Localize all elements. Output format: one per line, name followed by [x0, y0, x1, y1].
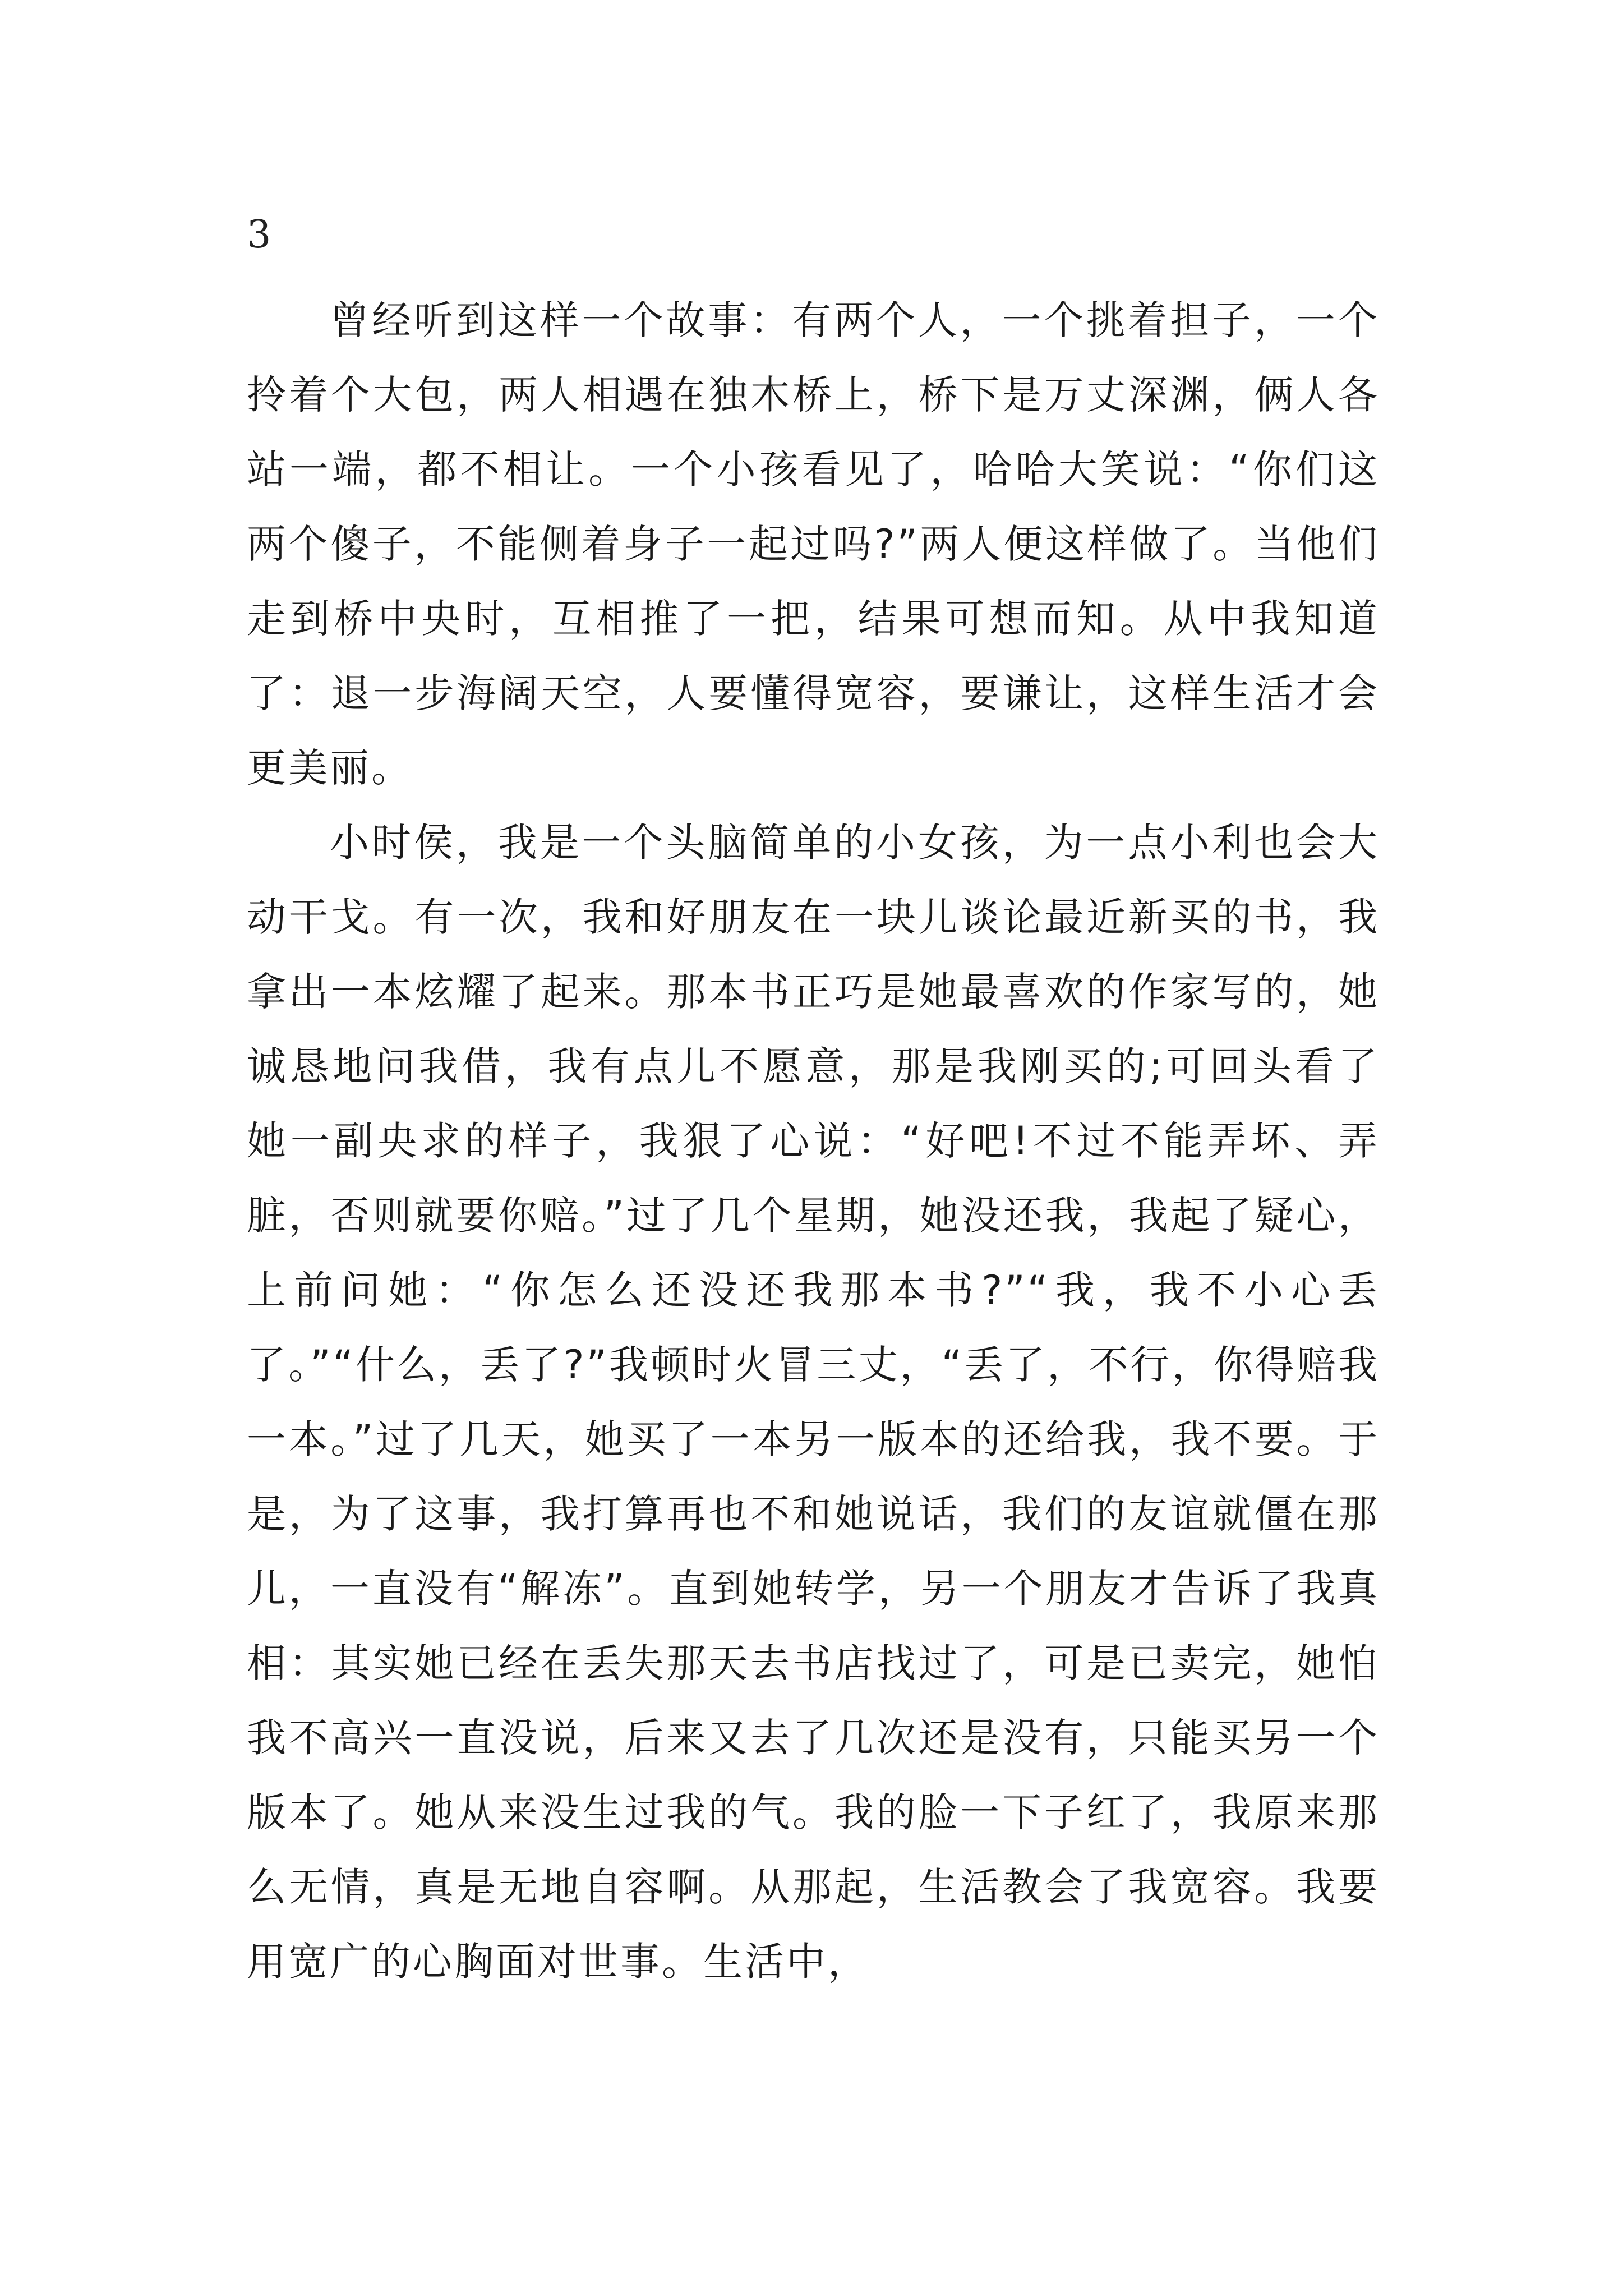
page-number: 3 [247, 213, 271, 257]
paragraph-childhood: 小时侯，我是一个头脑简单的小女孩，为一点小利也会大动干戈。有一次，我和好朋友在一块儿谈论最近新买的书，我拿出一本炫耀了起来。那本书正巧是她最喜欢的作家写的，她诚恳地问我借，我有点儿不愿意，那是我刚买的;可回头看了她一副央求的样子，我狠了心说：“好吧!不过不能弄坏、弄脏，否则就要你赔。”过了几个星期，她没还我，我起了疑心，上前问她：“你怎么还没还我那本书?”“我，我不小心丢了。”“什么，丢了?”我顿时火冒三丈，“丢了，不行，你得赔我一本。”过了几天，她买了一本另一版本的还给我，我不要。于是，为了这事，我打算再也不和她说话，我们的友谊就僵在那儿，一直没有“解冻”。直到她转学，另一个朋友才告诉了我真相：其实她已经在丢失那天去书店找过了，可是已卖完，她怕我不高兴一直没说，后来又去了几次还是没有，只能买另一个版本了。她从来没生过我的气。我的脸一下子红了，我原来那么无情，真是无地自容啊。从那起，生活教会了我宽容。我要用宽广的心胸面对世事。生活中， [247, 820, 1380, 1985]
paragraph-story: 曾经听到这样一个故事：有两个人，一个挑着担子，一个拎着个大包，两人相遇在独木桥上，桥下是万丈深渊，俩人各站一端，都不相让。一个小孩看见了，哈哈大笑说：“你们这两个傻子，不能侧着身子一起过吗?”两人便这样做了。当他们走到桥中央时，互相推了一把，结果可想而知。从中我知道了：退一步海阔天空，人要懂得宽容，要谦让，这样生活才会更美丽。 [247, 297, 1380, 791]
body-text [247, 283, 1380, 1999]
